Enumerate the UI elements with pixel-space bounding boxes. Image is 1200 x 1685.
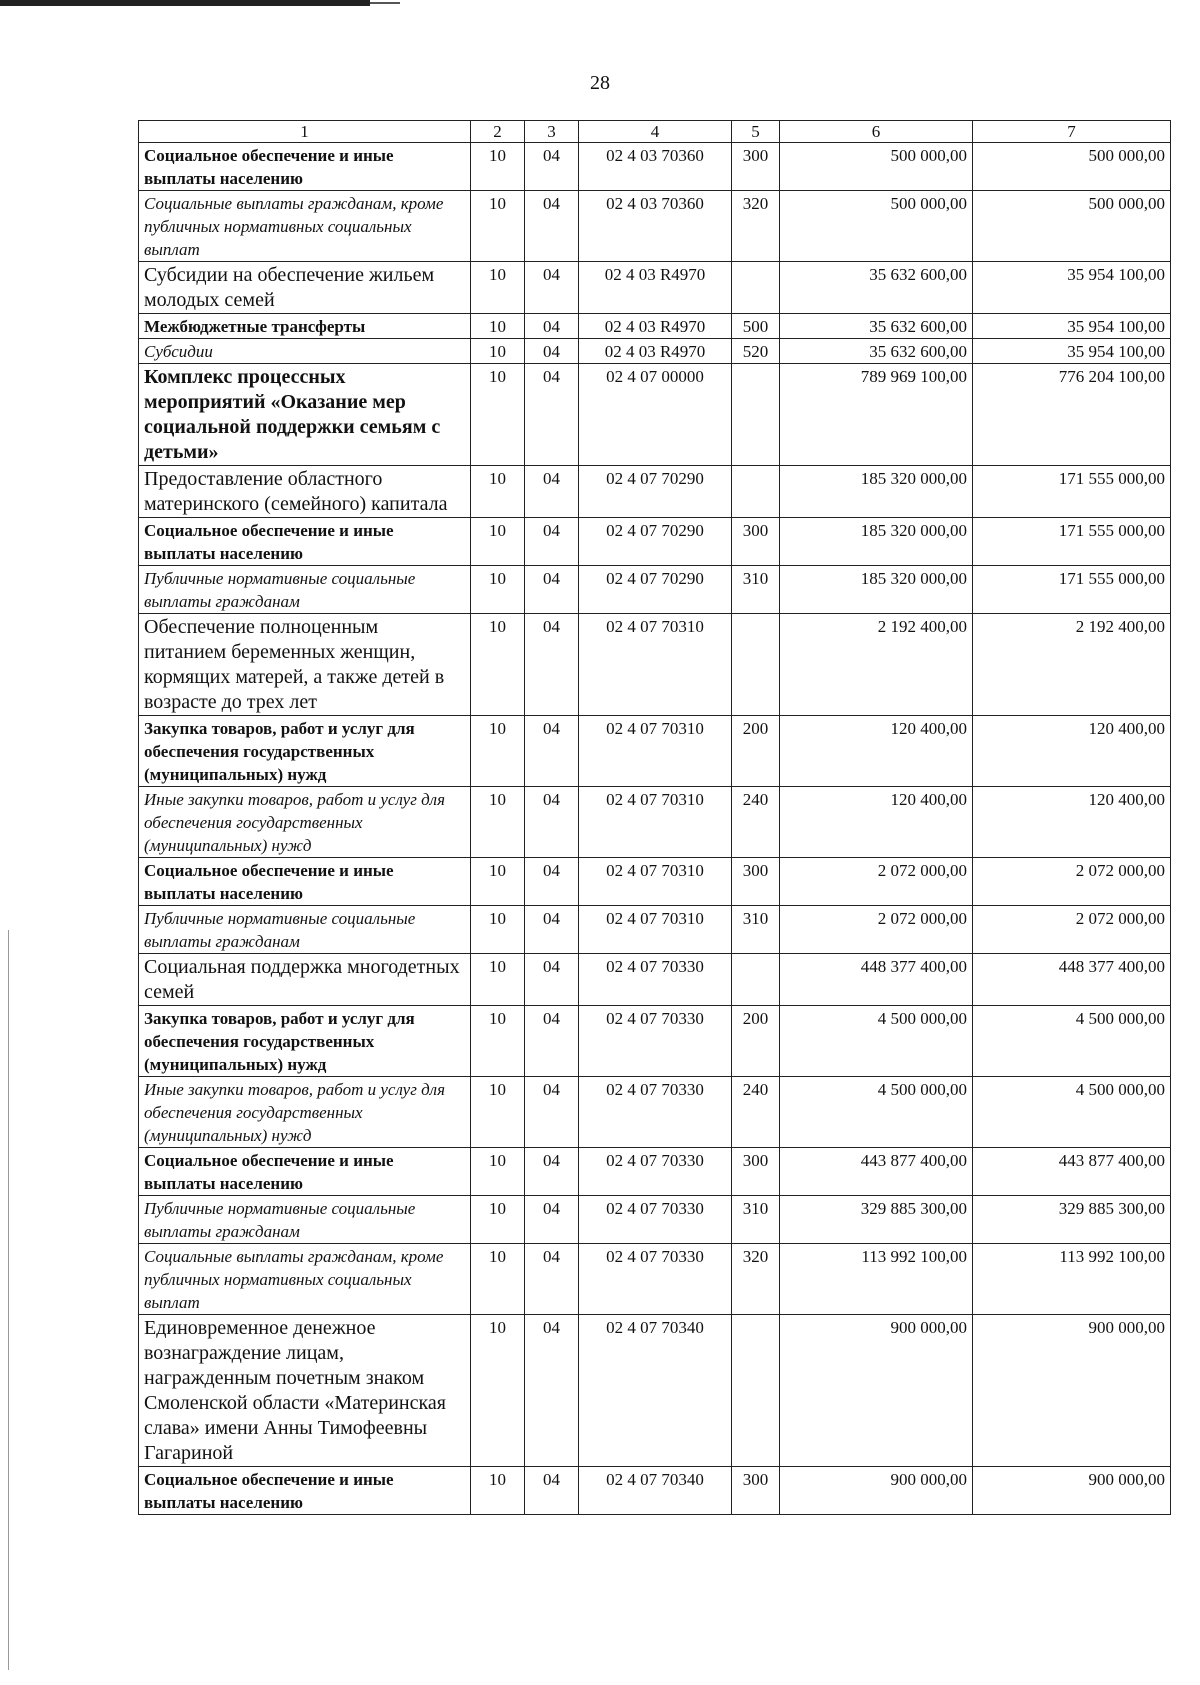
subsection-cell: 04 bbox=[525, 614, 579, 716]
subsection-cell: 04 bbox=[525, 1077, 579, 1148]
row-name-cell: Публичные нормативные социальные выплаты гражданам bbox=[139, 1196, 471, 1244]
amount-year1-cell: 900 000,00 bbox=[780, 1467, 973, 1515]
row-name-cell: Единовременное денежное вознаграждение лицам, награжденным почетным знаком Смоленской области «Материнская слава» имени Анны Тимофеевны Гагариной bbox=[139, 1315, 471, 1467]
row-name-cell: Публичные нормативные социальные выплаты гражданам bbox=[139, 906, 471, 954]
expense-type-cell: 310 bbox=[732, 1196, 780, 1244]
subsection-cell: 04 bbox=[525, 339, 579, 364]
subsection-cell: 04 bbox=[525, 906, 579, 954]
row-name-cell: Социальная поддержка многодетных семей bbox=[139, 954, 471, 1006]
target-article-cell: 02 4 07 70340 bbox=[579, 1467, 732, 1515]
expense-type-cell: 500 bbox=[732, 314, 780, 339]
amount-year1-cell: 900 000,00 bbox=[780, 1315, 973, 1467]
expense-type-cell: 320 bbox=[732, 191, 780, 262]
target-article-cell: 02 4 07 70330 bbox=[579, 1196, 732, 1244]
target-article-cell: 02 4 07 70330 bbox=[579, 1244, 732, 1315]
column-header: 6 bbox=[780, 121, 973, 143]
table-row bbox=[139, 1315, 1171, 1467]
target-article-cell: 02 4 07 70290 bbox=[579, 566, 732, 614]
amount-year2-cell: 4 500 000,00 bbox=[973, 1077, 1171, 1148]
row-name-cell: Закупка товаров, работ и услуг для обеспечения государственных (муниципальных) нужд bbox=[139, 1006, 471, 1077]
amount-year1-cell: 443 877 400,00 bbox=[780, 1148, 973, 1196]
table-row bbox=[139, 1244, 1171, 1315]
subsection-cell: 04 bbox=[525, 1148, 579, 1196]
target-article-cell: 02 4 07 70310 bbox=[579, 614, 732, 716]
expense-type-cell bbox=[732, 1315, 780, 1467]
amount-year2-cell: 171 555 000,00 bbox=[973, 566, 1171, 614]
amount-year2-cell: 2 192 400,00 bbox=[973, 614, 1171, 716]
table-row bbox=[139, 566, 1171, 614]
subsection-cell: 04 bbox=[525, 314, 579, 339]
table-row bbox=[139, 518, 1171, 566]
amount-year1-cell: 4 500 000,00 bbox=[780, 1006, 973, 1077]
column-header: 5 bbox=[732, 121, 780, 143]
table-row bbox=[139, 314, 1171, 339]
section-cell: 10 bbox=[471, 364, 525, 466]
table-row bbox=[139, 787, 1171, 858]
amount-year2-cell: 900 000,00 bbox=[973, 1467, 1171, 1515]
amount-year1-cell: 448 377 400,00 bbox=[780, 954, 973, 1006]
row-name-cell: Закупка товаров, работ и услуг для обеспечения государственных (муниципальных) нужд bbox=[139, 716, 471, 787]
amount-year1-cell: 185 320 000,00 bbox=[780, 566, 973, 614]
target-article-cell: 02 4 07 70290 bbox=[579, 518, 732, 566]
target-article-cell: 02 4 07 70330 bbox=[579, 1006, 732, 1077]
row-name-cell: Предоставление областного материнского (семейного) капитала bbox=[139, 466, 471, 518]
target-article-cell: 02 4 07 70310 bbox=[579, 858, 732, 906]
target-article-cell: 02 4 07 70330 bbox=[579, 1148, 732, 1196]
table-row bbox=[139, 614, 1171, 716]
expense-type-cell: 520 bbox=[732, 339, 780, 364]
row-name-cell: Социальные выплаты гражданам, кроме публичных нормативных социальных выплат bbox=[139, 1244, 471, 1315]
section-cell: 10 bbox=[471, 191, 525, 262]
row-name-cell: Межбюджетные трансферты bbox=[139, 314, 471, 339]
section-cell: 10 bbox=[471, 566, 525, 614]
amount-year2-cell: 776 204 100,00 bbox=[973, 364, 1171, 466]
amount-year1-cell: 2 072 000,00 bbox=[780, 906, 973, 954]
row-name-cell: Иные закупки товаров, работ и услуг для обеспечения государственных (муниципальных) нужд bbox=[139, 1077, 471, 1148]
subsection-cell: 04 bbox=[525, 143, 579, 191]
subsection-cell: 04 bbox=[525, 518, 579, 566]
section-cell: 10 bbox=[471, 1148, 525, 1196]
subsection-cell: 04 bbox=[525, 858, 579, 906]
budget-table bbox=[138, 120, 1171, 1515]
expense-type-cell: 320 bbox=[732, 1244, 780, 1315]
amount-year2-cell: 35 954 100,00 bbox=[973, 314, 1171, 339]
section-cell: 10 bbox=[471, 906, 525, 954]
target-article-cell: 02 4 03 R4970 bbox=[579, 339, 732, 364]
amount-year2-cell: 448 377 400,00 bbox=[973, 954, 1171, 1006]
amount-year2-cell: 113 992 100,00 bbox=[973, 1244, 1171, 1315]
section-cell: 10 bbox=[471, 1196, 525, 1244]
expense-type-cell bbox=[732, 614, 780, 716]
target-article-cell: 02 4 07 70340 bbox=[579, 1315, 732, 1467]
subsection-cell: 04 bbox=[525, 1196, 579, 1244]
target-article-cell: 02 4 03 70360 bbox=[579, 143, 732, 191]
amount-year1-cell: 185 320 000,00 bbox=[780, 466, 973, 518]
section-cell: 10 bbox=[471, 1006, 525, 1077]
target-article-cell: 02 4 03 R4970 bbox=[579, 314, 732, 339]
section-cell: 10 bbox=[471, 614, 525, 716]
amount-year2-cell: 35 954 100,00 bbox=[973, 262, 1171, 314]
expense-type-cell bbox=[732, 364, 780, 466]
section-cell: 10 bbox=[471, 1244, 525, 1315]
amount-year1-cell: 789 969 100,00 bbox=[780, 364, 973, 466]
subsection-cell: 04 bbox=[525, 954, 579, 1006]
section-cell: 10 bbox=[471, 466, 525, 518]
table-row bbox=[139, 466, 1171, 518]
target-article-cell: 02 4 07 70290 bbox=[579, 466, 732, 518]
subsection-cell: 04 bbox=[525, 566, 579, 614]
amount-year1-cell: 35 632 600,00 bbox=[780, 262, 973, 314]
amount-year2-cell: 500 000,00 bbox=[973, 143, 1171, 191]
expense-type-cell: 240 bbox=[732, 787, 780, 858]
row-name-cell: Социальное обеспечение и иные выплаты населению bbox=[139, 143, 471, 191]
row-name-cell: Комплекс процессных мероприятий «Оказание мер социальной поддержки семьям с детьми» bbox=[139, 364, 471, 466]
row-name-cell: Социальное обеспечение и иные выплаты населению bbox=[139, 1467, 471, 1515]
amount-year2-cell: 171 555 000,00 bbox=[973, 518, 1171, 566]
subsection-cell: 04 bbox=[525, 364, 579, 466]
section-cell: 10 bbox=[471, 858, 525, 906]
scan-edge bbox=[8, 930, 9, 1670]
table-row bbox=[139, 143, 1171, 191]
page-number: 28 bbox=[590, 72, 610, 94]
section-cell: 10 bbox=[471, 262, 525, 314]
table-header-row bbox=[139, 121, 1171, 143]
expense-type-cell: 300 bbox=[732, 143, 780, 191]
amount-year2-cell: 443 877 400,00 bbox=[973, 1148, 1171, 1196]
section-cell: 10 bbox=[471, 716, 525, 787]
section-cell: 10 bbox=[471, 314, 525, 339]
target-article-cell: 02 4 03 70360 bbox=[579, 191, 732, 262]
column-header: 4 bbox=[579, 121, 732, 143]
row-name-cell: Обеспечение полноценным питанием беременных женщин, кормящих матерей, а также детей в возрасте до трех лет bbox=[139, 614, 471, 716]
amount-year1-cell: 500 000,00 bbox=[780, 143, 973, 191]
column-header: 3 bbox=[525, 121, 579, 143]
subsection-cell: 04 bbox=[525, 466, 579, 518]
amount-year2-cell: 171 555 000,00 bbox=[973, 466, 1171, 518]
section-cell: 10 bbox=[471, 518, 525, 566]
expense-type-cell: 310 bbox=[732, 906, 780, 954]
expense-type-cell: 300 bbox=[732, 1148, 780, 1196]
row-name-cell: Социальное обеспечение и иные выплаты населению bbox=[139, 1148, 471, 1196]
subsection-cell: 04 bbox=[525, 716, 579, 787]
row-name-cell: Субсидии на обеспечение жильем молодых семей bbox=[139, 262, 471, 314]
amount-year2-cell: 120 400,00 bbox=[973, 787, 1171, 858]
amount-year2-cell: 4 500 000,00 bbox=[973, 1006, 1171, 1077]
target-article-cell: 02 4 07 00000 bbox=[579, 364, 732, 466]
amount-year1-cell: 35 632 600,00 bbox=[780, 314, 973, 339]
row-name-cell: Социальное обеспечение и иные выплаты населению bbox=[139, 858, 471, 906]
section-cell: 10 bbox=[471, 954, 525, 1006]
amount-year2-cell: 35 954 100,00 bbox=[973, 339, 1171, 364]
expense-type-cell: 300 bbox=[732, 1467, 780, 1515]
table-row bbox=[139, 339, 1171, 364]
table-row bbox=[139, 1077, 1171, 1148]
section-cell: 10 bbox=[471, 1077, 525, 1148]
expense-type-cell: 310 bbox=[732, 566, 780, 614]
section-cell: 10 bbox=[471, 1467, 525, 1515]
amount-year1-cell: 2 072 000,00 bbox=[780, 858, 973, 906]
scan-edge bbox=[0, 0, 370, 6]
table-row bbox=[139, 716, 1171, 787]
row-name-cell: Социальные выплаты гражданам, кроме публичных нормативных социальных выплат bbox=[139, 191, 471, 262]
expense-type-cell: 300 bbox=[732, 518, 780, 566]
subsection-cell: 04 bbox=[525, 787, 579, 858]
row-name-cell: Иные закупки товаров, работ и услуг для обеспечения государственных (муниципальных) нужд bbox=[139, 787, 471, 858]
amount-year1-cell: 120 400,00 bbox=[780, 787, 973, 858]
amount-year2-cell: 2 072 000,00 bbox=[973, 906, 1171, 954]
table-row bbox=[139, 1006, 1171, 1077]
section-cell: 10 bbox=[471, 339, 525, 364]
section-cell: 10 bbox=[471, 143, 525, 191]
column-header: 7 bbox=[973, 121, 1171, 143]
amount-year1-cell: 500 000,00 bbox=[780, 191, 973, 262]
amount-year2-cell: 120 400,00 bbox=[973, 716, 1171, 787]
target-article-cell: 02 4 07 70310 bbox=[579, 906, 732, 954]
amount-year1-cell: 2 192 400,00 bbox=[780, 614, 973, 716]
subsection-cell: 04 bbox=[525, 191, 579, 262]
row-name-cell: Публичные нормативные социальные выплаты гражданам bbox=[139, 566, 471, 614]
amount-year1-cell: 35 632 600,00 bbox=[780, 339, 973, 364]
table-row bbox=[139, 262, 1171, 314]
section-cell: 10 bbox=[471, 787, 525, 858]
expense-type-cell: 200 bbox=[732, 716, 780, 787]
table-row bbox=[139, 1148, 1171, 1196]
subsection-cell: 04 bbox=[525, 1467, 579, 1515]
table-row bbox=[139, 364, 1171, 466]
expense-type-cell: 200 bbox=[732, 1006, 780, 1077]
expense-type-cell bbox=[732, 466, 780, 518]
row-name-cell: Социальное обеспечение и иные выплаты населению bbox=[139, 518, 471, 566]
amount-year1-cell: 185 320 000,00 bbox=[780, 518, 973, 566]
amount-year1-cell: 113 992 100,00 bbox=[780, 1244, 973, 1315]
subsection-cell: 04 bbox=[525, 1006, 579, 1077]
amount-year1-cell: 4 500 000,00 bbox=[780, 1077, 973, 1148]
table-row bbox=[139, 1467, 1171, 1515]
table-row bbox=[139, 954, 1171, 1006]
amount-year2-cell: 2 072 000,00 bbox=[973, 858, 1171, 906]
subsection-cell: 04 bbox=[525, 1315, 579, 1467]
expense-type-cell: 240 bbox=[732, 1077, 780, 1148]
scan-edge bbox=[370, 2, 400, 4]
target-article-cell: 02 4 07 70330 bbox=[579, 954, 732, 1006]
subsection-cell: 04 bbox=[525, 1244, 579, 1315]
target-article-cell: 02 4 07 70310 bbox=[579, 787, 732, 858]
amount-year2-cell: 500 000,00 bbox=[973, 191, 1171, 262]
subsection-cell: 04 bbox=[525, 262, 579, 314]
table-row bbox=[139, 191, 1171, 262]
section-cell: 10 bbox=[471, 1315, 525, 1467]
table-row bbox=[139, 1196, 1171, 1244]
table-row bbox=[139, 858, 1171, 906]
column-header: 2 bbox=[471, 121, 525, 143]
target-article-cell: 02 4 07 70330 bbox=[579, 1077, 732, 1148]
target-article-cell: 02 4 03 R4970 bbox=[579, 262, 732, 314]
amount-year2-cell: 900 000,00 bbox=[973, 1315, 1171, 1467]
target-article-cell: 02 4 07 70310 bbox=[579, 716, 732, 787]
amount-year1-cell: 120 400,00 bbox=[780, 716, 973, 787]
expense-type-cell bbox=[732, 954, 780, 1006]
column-header: 1 bbox=[139, 121, 471, 143]
table-row bbox=[139, 906, 1171, 954]
amount-year1-cell: 329 885 300,00 bbox=[780, 1196, 973, 1244]
amount-year2-cell: 329 885 300,00 bbox=[973, 1196, 1171, 1244]
row-name-cell: Субсидии bbox=[139, 339, 471, 364]
expense-type-cell bbox=[732, 262, 780, 314]
expense-type-cell: 300 bbox=[732, 858, 780, 906]
